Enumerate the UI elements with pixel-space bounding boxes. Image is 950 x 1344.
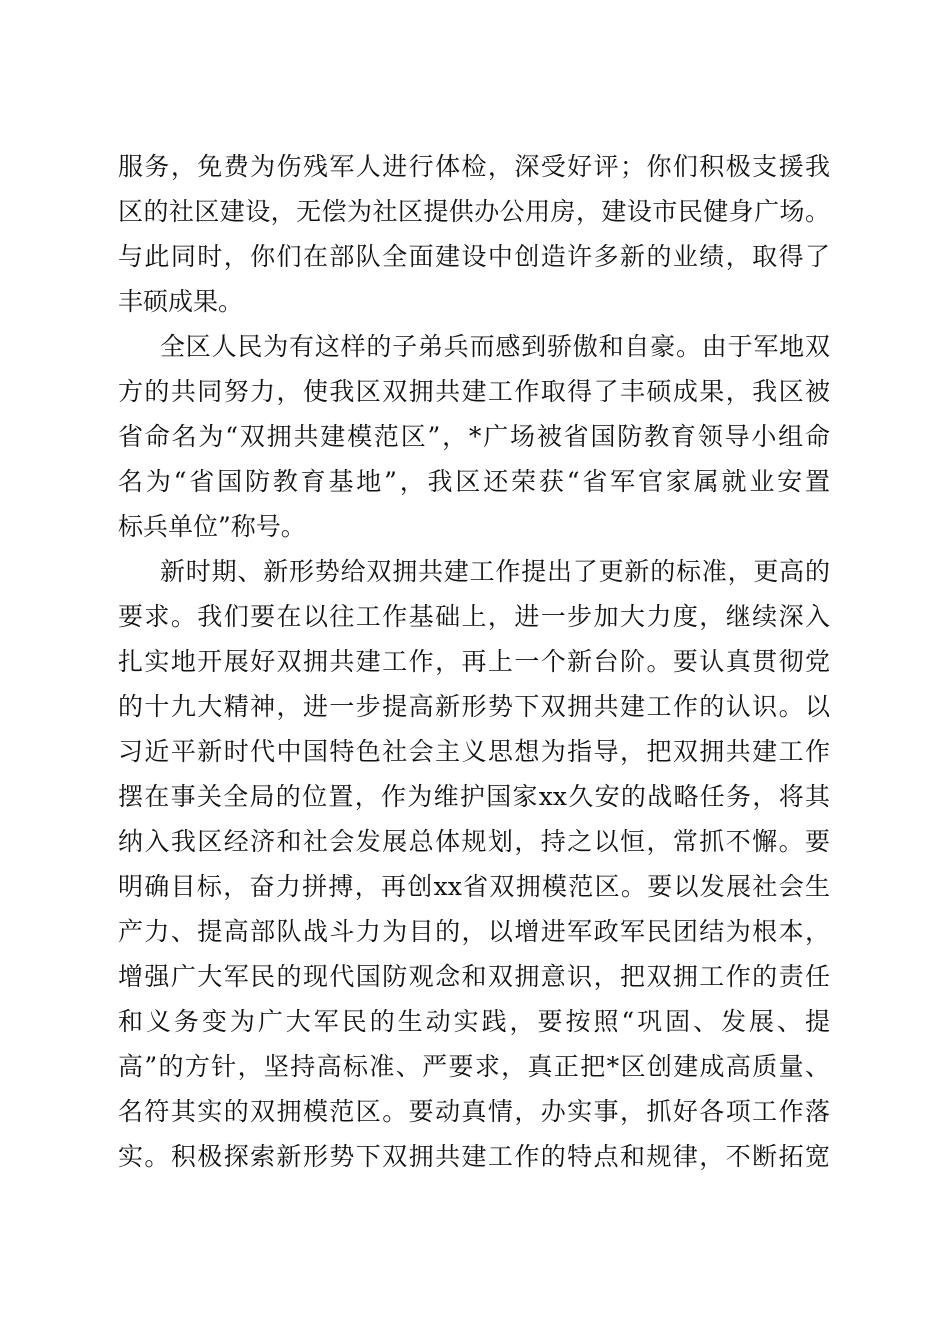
text-line: 习近平新时代中国特色社会主义思想为指导，把双拥共建工作 — [118, 737, 830, 766]
text-line: 区的社区建设，无偿为社区提供办公用房，建设市民健身广场。 — [118, 197, 830, 226]
text-line: 产力、提高部队战斗力为目的，以增进军政军民团结为根本， — [118, 917, 830, 946]
text-line: 扎实地开展好双拥共建工作，再上一个新台阶。要认真贯彻党 — [118, 647, 830, 676]
text-line: 明确目标，奋力拼搏，再创xx省双拥模范区。要以发展社会生 — [118, 872, 830, 901]
text-line: 纳入我区经济和社会发展总体规划，持之以恒，常抓不懈。要 — [118, 827, 830, 856]
text-line: 摆在事关全局的位置，作为维护国家xx久安的战略任务，将其 — [118, 782, 830, 811]
text-line: 标兵单位”称号。 — [118, 512, 306, 541]
text-line: 服务，免费为伤残军人进行体检，深受好评；你们积极支援我 — [118, 152, 830, 181]
text-line: 丰硕成果。 — [118, 287, 244, 316]
text-line: 的十九大精神，进一步提高新形势下双拥共建工作的认识。以 — [118, 692, 830, 721]
text-line: 实。积极探索新形势下双拥共建工作的特点和规律，不断拓宽 — [118, 1142, 830, 1171]
text-line: 名为“省国防教育基地”，我区还荣获“省军官家属就业安置 — [118, 467, 830, 496]
text-line: 方的共同努力，使我区双拥共建工作取得了丰硕成果，我区被 — [118, 377, 830, 406]
paragraph-first-line: 全区人民为有这样的子弟兵而感到骄傲和自豪。由于军地双 — [160, 332, 830, 361]
text-line: 和义务变为广大军民的生动实践，要按照“巩固、发展、提 — [118, 1007, 830, 1036]
text-line: 名符其实的双拥模范区。要动真情，办实事，抓好各项工作落 — [118, 1097, 830, 1126]
text-line: 与此同时，你们在部队全面建设中创造许多新的业绩，取得了 — [118, 242, 830, 271]
paragraph-first-line: 新时期、新形势给双拥共建工作提出了更新的标准，更高的 — [160, 557, 830, 586]
text-line: 增强广大军民的现代国防观念和双拥意识，把双拥工作的责任 — [118, 962, 830, 991]
text-line: 省命名为“双拥共建模范区”，*广场被省国防教育领导小组命 — [118, 422, 830, 451]
text-line: 要求。我们要在以往工作基础上，进一步加大力度，继续深入 — [118, 602, 830, 631]
text-line: 高”的方针，坚持高标准、严要求，真正把*区创建成高质量、 — [118, 1052, 830, 1081]
document-body — [118, 144, 830, 1179]
